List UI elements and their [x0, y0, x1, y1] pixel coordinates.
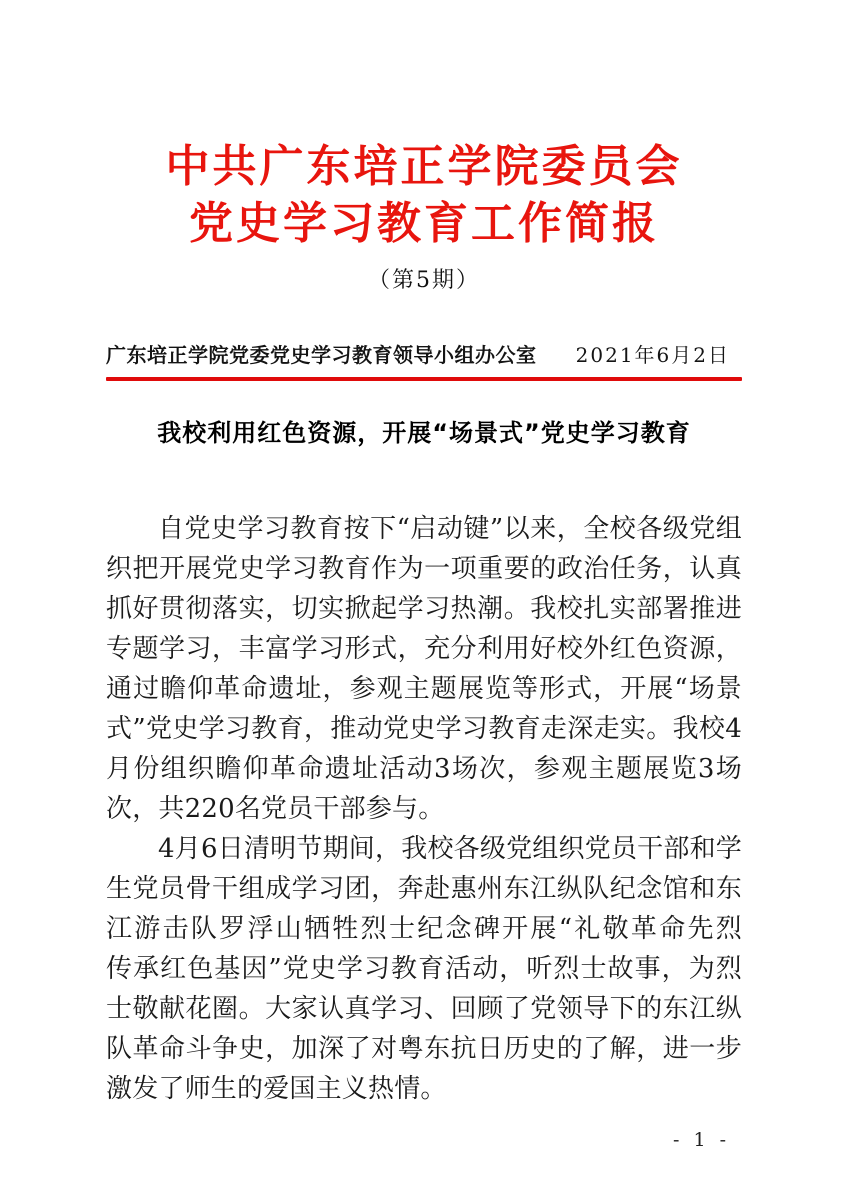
bulletin-title-line2: 党史学习教育工作简报	[189, 198, 659, 249]
bulletin-title-line1: 中共广东培正学院委员会	[165, 141, 683, 192]
publication-row	[106, 342, 742, 368]
page-number: - 1 -	[672, 1129, 730, 1151]
issuing-office: 广东培正学院党委党史学习教育领导小组办公室	[106, 343, 537, 367]
article-title: 我校利用红色资源，开展“场景式”党史学习教育	[157, 419, 691, 447]
article-paragraph-1: 自党史学习教育按下“启动键”以来，全校各级党组织把开展党史学习教育作为一项重要的政治任务，认真抓好贯彻落实，切实掀起学习热潮。我校扎实部署推进专题学习，丰富学习形式，充分利用好校外红色资源，通过瞻仰革命遗址，参观主题展览等形式，开展“场景式”党史学习教育，推动党史学习教育走深走实。我校4月份组织瞻仰革命遗址活动3场次，参观主题展览3场次，共220名党员干部参与。	[106, 514, 742, 824]
article-paragraph-2: 4月6日清明节期间，我校各级党组织党员干部和学生党员骨干组成学习团，奔赴惠州东江纵队纪念馆和东江游击队罗浮山牺牲烈士纪念碑开展“礼敬革命先烈 传承红色基因”党史学习教育活动，听烈士故事，为烈士敬献花圈。大家认真学习、回顾了党领导下的东江纵队革命斗争史，加深了对粤东抗日历史的了解，进一步激发了师生的爱国主义热情。	[106, 834, 769, 1104]
bulletin-masthead	[106, 138, 742, 296]
issue-number: （第5期）	[368, 268, 480, 293]
red-divider-rule	[106, 377, 742, 381]
article-body	[106, 509, 769, 1109]
publish-date: 2021年6月2日	[575, 343, 730, 367]
